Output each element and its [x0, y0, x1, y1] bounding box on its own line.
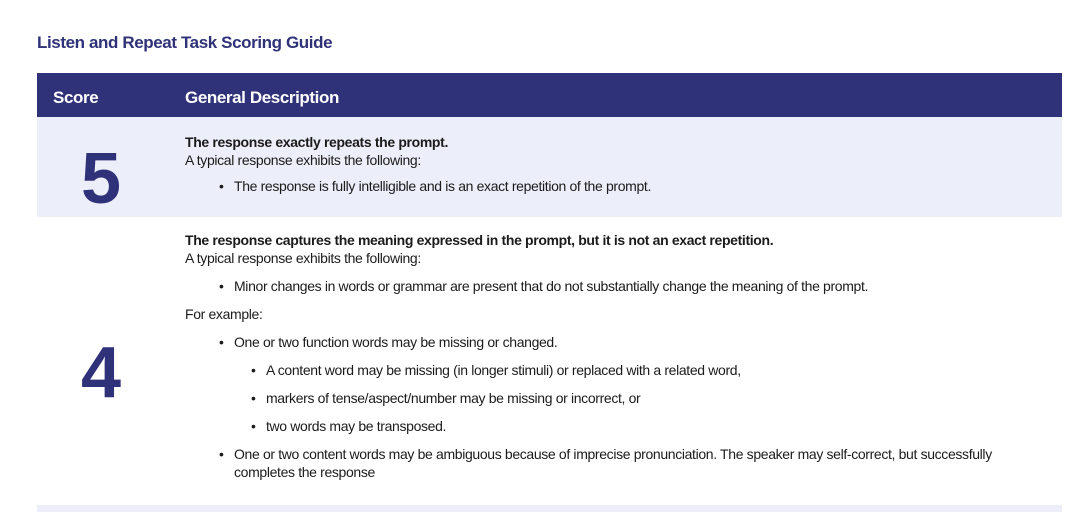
- table-row-score-4: [37, 219, 1062, 505]
- score-value: 5: [81, 139, 121, 219]
- score-value: 4: [81, 333, 121, 413]
- nested-list-item: • markers of tense/aspect/number may be missing or incorrect, or: [266, 389, 1052, 407]
- header-score: Score: [53, 88, 99, 107]
- row-lead-statement: The response exactly repeats the prompt.: [185, 134, 448, 150]
- row-subheading: A typical response exhibits the following:: [185, 250, 421, 266]
- bullet-list: [185, 277, 1052, 295]
- header-general-description: General Description: [185, 88, 339, 107]
- list-item: • The response is fully intelligible and is an exact repetition of the prompt.: [234, 177, 1052, 195]
- table-row-score-5: [37, 117, 1062, 219]
- next-row-band: [37, 505, 1062, 512]
- example-label: For example:: [185, 306, 263, 322]
- scoring-table: [37, 73, 1062, 512]
- row-description: [185, 231, 1052, 481]
- nested-bullet-list: [234, 361, 1052, 435]
- nested-list-item: • A content word may be missing (in longer stimuli) or replaced with a related word,: [266, 361, 1052, 379]
- list-item: • Minor changes in words or grammar are present that do not substantially change the meaning of the prompt.: [234, 277, 1052, 295]
- bullet-list: [185, 177, 1052, 195]
- row-lead-statement: The response captures the meaning expressed in the prompt, but it is not an exact repetition.: [185, 232, 774, 248]
- list-item-text: One or two function words may be missing or changed.: [234, 334, 558, 350]
- list-item: [234, 333, 1052, 435]
- table-header: [37, 73, 1062, 117]
- document-title: Listen and Repeat Task Scoring Guide: [37, 33, 333, 52]
- row-description: [185, 133, 1052, 195]
- nested-list-item: • two words may be transposed.: [266, 417, 1052, 435]
- list-item: • One or two content words may be ambiguous because of imprecise pronunciation. The speaker may self-correct, but successfully completes the response: [234, 445, 1024, 481]
- row-subheading: A typical response exhibits the following:: [185, 152, 421, 168]
- example-bullet-list: [185, 333, 1052, 481]
